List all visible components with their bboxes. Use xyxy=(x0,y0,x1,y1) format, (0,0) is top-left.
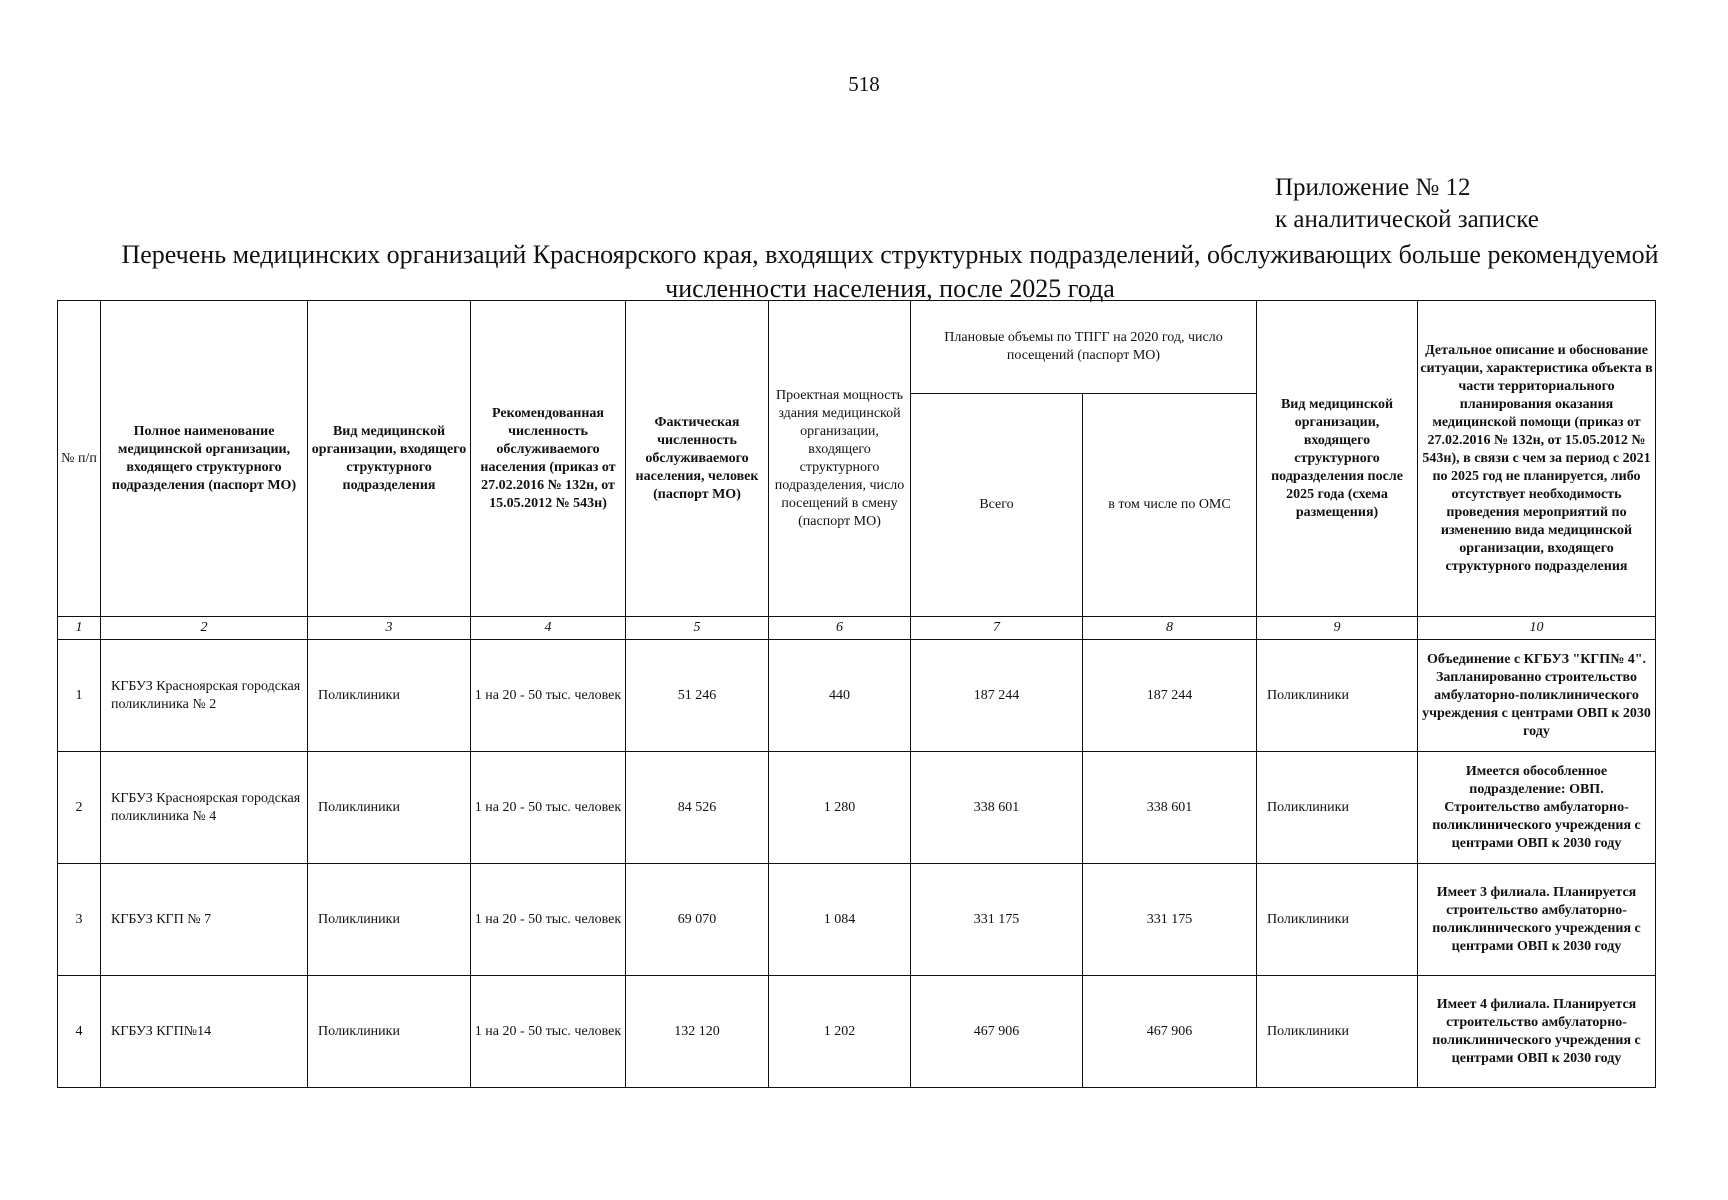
column-number: 2 xyxy=(101,617,308,640)
org-name: КГБУЗ КГП № 7 xyxy=(101,864,308,976)
column-number: 1 xyxy=(58,617,101,640)
actual-population: 84 526 xyxy=(626,752,769,864)
column-number: 9 xyxy=(1257,617,1418,640)
org-name: КГБУЗ Красноярская городская поликлиника № 4 xyxy=(101,752,308,864)
description: Объединение с КГБУЗ "КГП№ 4". Запланированно строительство амбулаторно-поликлинического учреждения с центрами ОВП к 2030 году xyxy=(1418,640,1656,752)
recommended-population: 1 на 20 - 50 тыс. человек xyxy=(471,864,626,976)
page-number: 518 xyxy=(848,72,880,96)
header-row xyxy=(58,301,1656,394)
header-description: Детальное описание и обоснование ситуации, характеристика объекта в части территориального планирования оказания медицинской помощи (приказ от 27.02.2016 № 132н, от 15.05.2012 № 543н), в связи с чем за период с 2021 по 2025 год не планируется, либо отсутствует необходимость проведения мероприятий по изменению вида медицинской организации, входящего структурного подразделения xyxy=(1418,301,1656,617)
header-recommended: Рекомендованная численность обслуживаемого населения (приказ от 27.02.2016 № 132н, от 15.05.2012 № 543н) xyxy=(471,301,626,617)
column-number: 8 xyxy=(1083,617,1257,640)
header-oms: в том числе по ОМС xyxy=(1083,394,1257,617)
header-type-after-2025: Вид медицинской организации, входящего структурного подразделения после 2025 года (схема размещения) xyxy=(1257,301,1418,617)
column-numbers-row xyxy=(58,617,1656,640)
column-number: 6 xyxy=(769,617,911,640)
column-number: 3 xyxy=(308,617,471,640)
design-capacity: 1 280 xyxy=(769,752,911,864)
planned-oms: 331 175 xyxy=(1083,864,1257,976)
column-number: 4 xyxy=(471,617,626,640)
type-after-2025: Поликлиники xyxy=(1257,752,1418,864)
header-total: Всего xyxy=(911,394,1083,617)
header-org-type: Вид медицинской организации, входящего структурного подразделения xyxy=(308,301,471,617)
actual-population: 51 246 xyxy=(626,640,769,752)
type-after-2025: Поликлиники xyxy=(1257,640,1418,752)
header-planned-volumes: Плановые объемы по ТПГГ на 2020 год, число посещений (паспорт МО) xyxy=(911,301,1257,394)
org-type: Поликлиники xyxy=(308,864,471,976)
column-number: 10 xyxy=(1418,617,1656,640)
type-after-2025: Поликлиники xyxy=(1257,976,1418,1088)
description: Имеет 4 филиала. Планируется строительство амбулаторно-поликлинического учреждения с центрами ОВП к 2030 году xyxy=(1418,976,1656,1088)
planned-total: 467 906 xyxy=(911,976,1083,1088)
planned-oms: 338 601 xyxy=(1083,752,1257,864)
appendix-caption xyxy=(1275,172,1539,236)
organizations-table xyxy=(57,300,1656,1088)
org-name: КГБУЗ КГП№14 xyxy=(101,976,308,1088)
column-number: 7 xyxy=(911,617,1083,640)
table-row xyxy=(58,864,1656,976)
recommended-population: 1 на 20 - 50 тыс. человек xyxy=(471,752,626,864)
type-after-2025: Поликлиники xyxy=(1257,864,1418,976)
header-org-name: Полное наименование медицинской организации, входящего структурного подразделения (паспорт МО) xyxy=(101,301,308,617)
column-number: 5 xyxy=(626,617,769,640)
design-capacity: 1 202 xyxy=(769,976,911,1088)
recommended-population: 1 на 20 - 50 тыс. человек xyxy=(471,640,626,752)
row-number: 4 xyxy=(58,976,101,1088)
org-type: Поликлиники xyxy=(308,976,471,1088)
table-row xyxy=(58,752,1656,864)
row-number: 1 xyxy=(58,640,101,752)
header-num: № п/п xyxy=(58,301,101,617)
org-type: Поликлиники xyxy=(308,752,471,864)
description: Имеется обособленное подразделение: ОВП. Строительство амбулаторно-поликлинического учреждения с центрами ОВП к 2030 году xyxy=(1418,752,1656,864)
document-title: Перечень медицинских организаций Красноярского края, входящих структурных подразделений, обслуживающих больше рекомендуемой численности населения, после 2025 года xyxy=(121,240,1659,303)
table-row xyxy=(58,976,1656,1088)
planned-total: 187 244 xyxy=(911,640,1083,752)
planned-total: 331 175 xyxy=(911,864,1083,976)
description: Имеет 3 филиала. Планируется строительство амбулаторно-поликлинического учреждения с центрами ОВП к 2030 году xyxy=(1418,864,1656,976)
org-name: КГБУЗ Красноярская городская поликлиника № 2 xyxy=(101,640,308,752)
table-row xyxy=(58,640,1656,752)
design-capacity: 1 084 xyxy=(769,864,911,976)
header-actual: Фактическая численность обслуживаемого населения, человек (паспорт МО) xyxy=(626,301,769,617)
appendix-line-2: к аналитической записке xyxy=(1275,206,1539,233)
planned-total: 338 601 xyxy=(911,752,1083,864)
header-capacity: Проектная мощность здания медицинской организации, входящего структурного подразделения, число посещений в смену (паспорт МО) xyxy=(769,301,911,617)
org-type: Поликлиники xyxy=(308,640,471,752)
recommended-population: 1 на 20 - 50 тыс. человек xyxy=(471,976,626,1088)
appendix-line-1: Приложение № 12 xyxy=(1275,174,1471,201)
row-number: 2 xyxy=(58,752,101,864)
actual-population: 132 120 xyxy=(626,976,769,1088)
planned-oms: 187 244 xyxy=(1083,640,1257,752)
design-capacity: 440 xyxy=(769,640,911,752)
actual-population: 69 070 xyxy=(626,864,769,976)
row-number: 3 xyxy=(58,864,101,976)
planned-oms: 467 906 xyxy=(1083,976,1257,1088)
